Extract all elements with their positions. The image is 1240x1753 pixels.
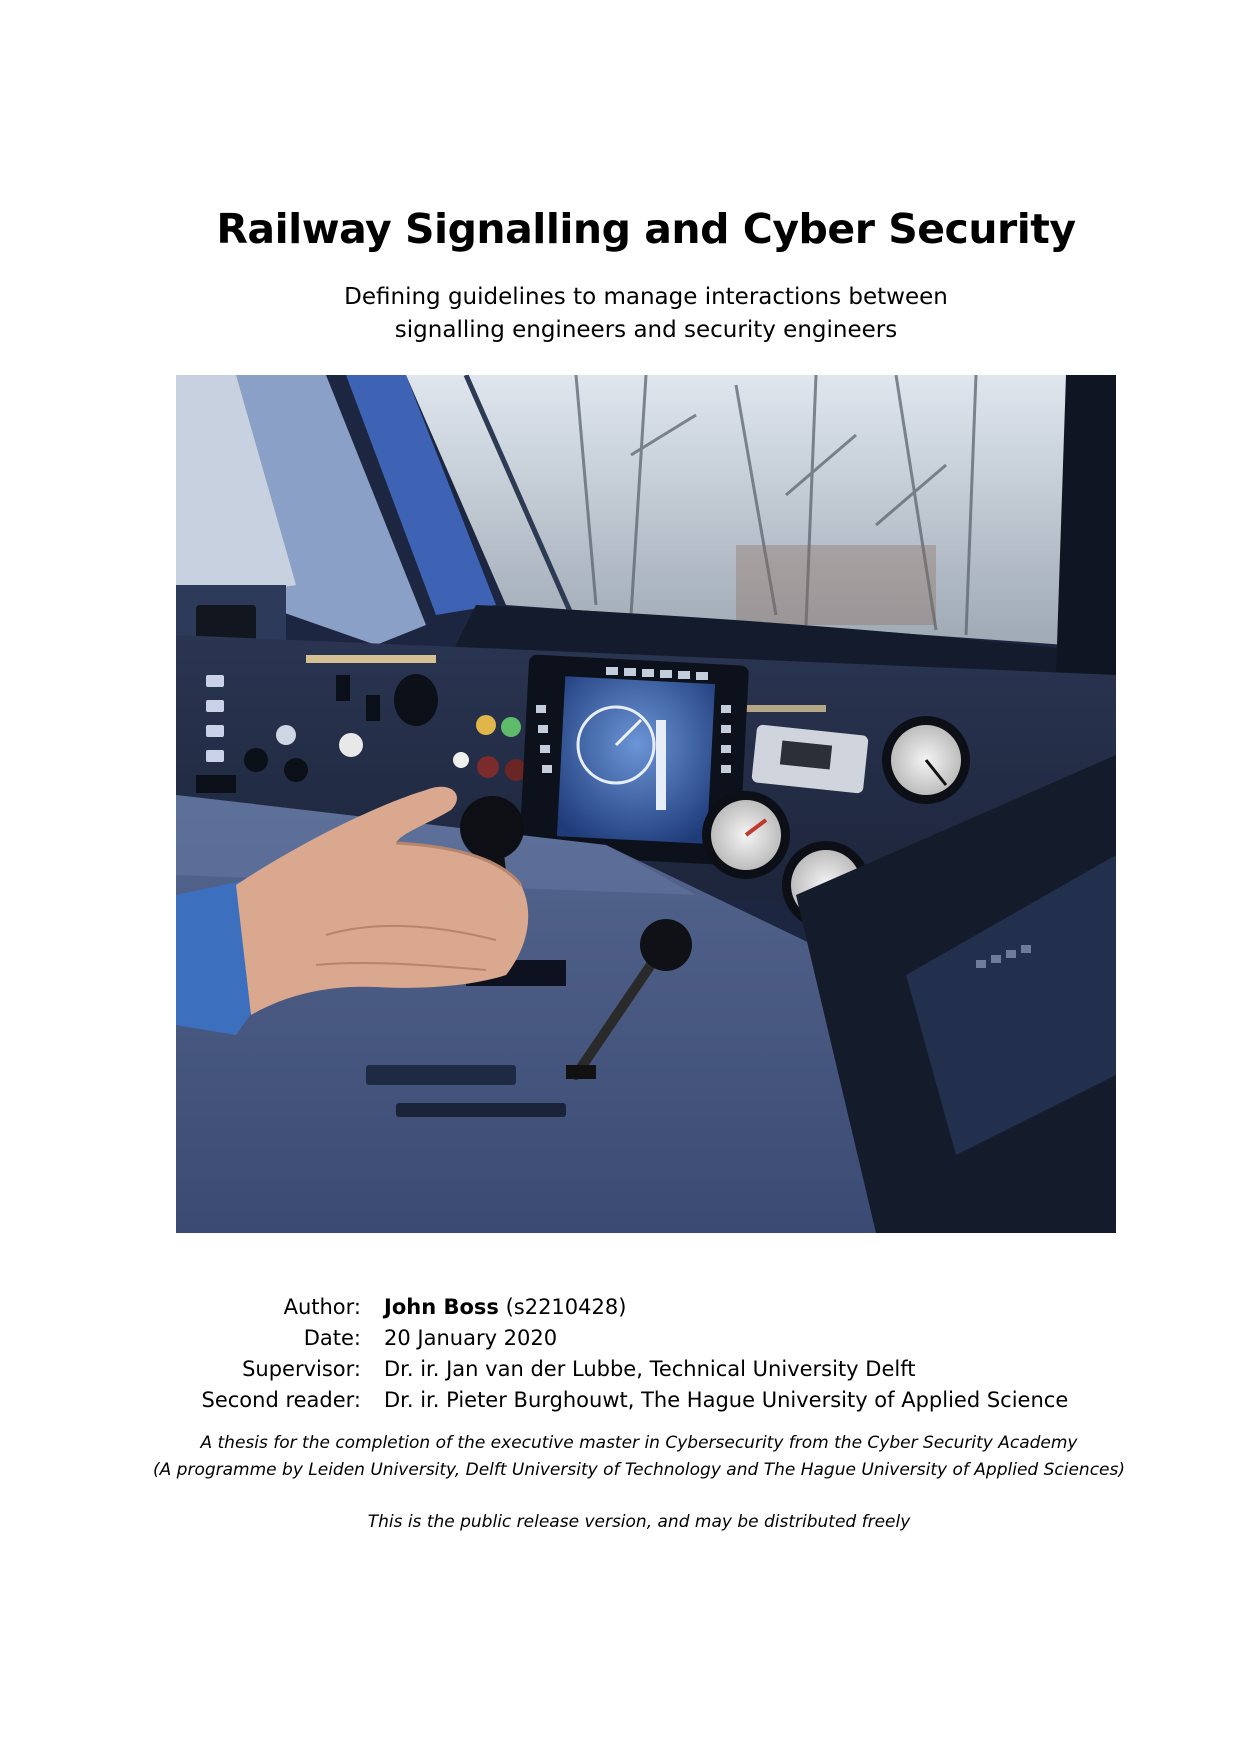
second-reader-label: Second reader: [201, 1388, 361, 1412]
author-value [384, 1295, 626, 1319]
author-id: (s2210428) [505, 1295, 627, 1319]
thesis-note-line-1: A thesis for the completion of the executive master in Cybersecurity from the Cyber Security Academy [200, 1433, 1078, 1453]
date-row [0, 1326, 1240, 1357]
document-subtitle [0, 281, 1240, 347]
supervisor-row [0, 1357, 1240, 1388]
thesis-note [0, 1430, 1240, 1484]
date-value: 20 January 2020 [384, 1326, 558, 1350]
date-label: Date: [303, 1326, 361, 1350]
supervisor-label: Supervisor: [242, 1357, 361, 1381]
train-cab-photo [176, 375, 1116, 1233]
thesis-metadata [0, 1295, 1240, 1419]
release-note-text: This is the public release version, and may be distributed freely [367, 1512, 911, 1532]
author-name: John Boss [384, 1295, 499, 1319]
author-row [0, 1295, 1240, 1326]
supervisor-value: Dr. ir. Jan van der Lubbe, Technical University Delft [384, 1357, 916, 1381]
thesis-note-line-2: (A programme by Leiden University, Delft University of Technology and The Hague University of Applied Sciences) [153, 1460, 1125, 1480]
document-title: Railway Signalling and Cyber Security [216, 205, 1076, 254]
second-reader-row [0, 1388, 1240, 1419]
subtitle-line-2: signalling engineers and security engineers [394, 317, 898, 343]
release-note [0, 1509, 1240, 1536]
subtitle-line-1: Defining guidelines to manage interactions between [344, 284, 948, 310]
second-reader-value: Dr. ir. Pieter Burghouwt, The Hague University of Applied Science [384, 1388, 1069, 1412]
author-label: Author: [283, 1295, 361, 1319]
